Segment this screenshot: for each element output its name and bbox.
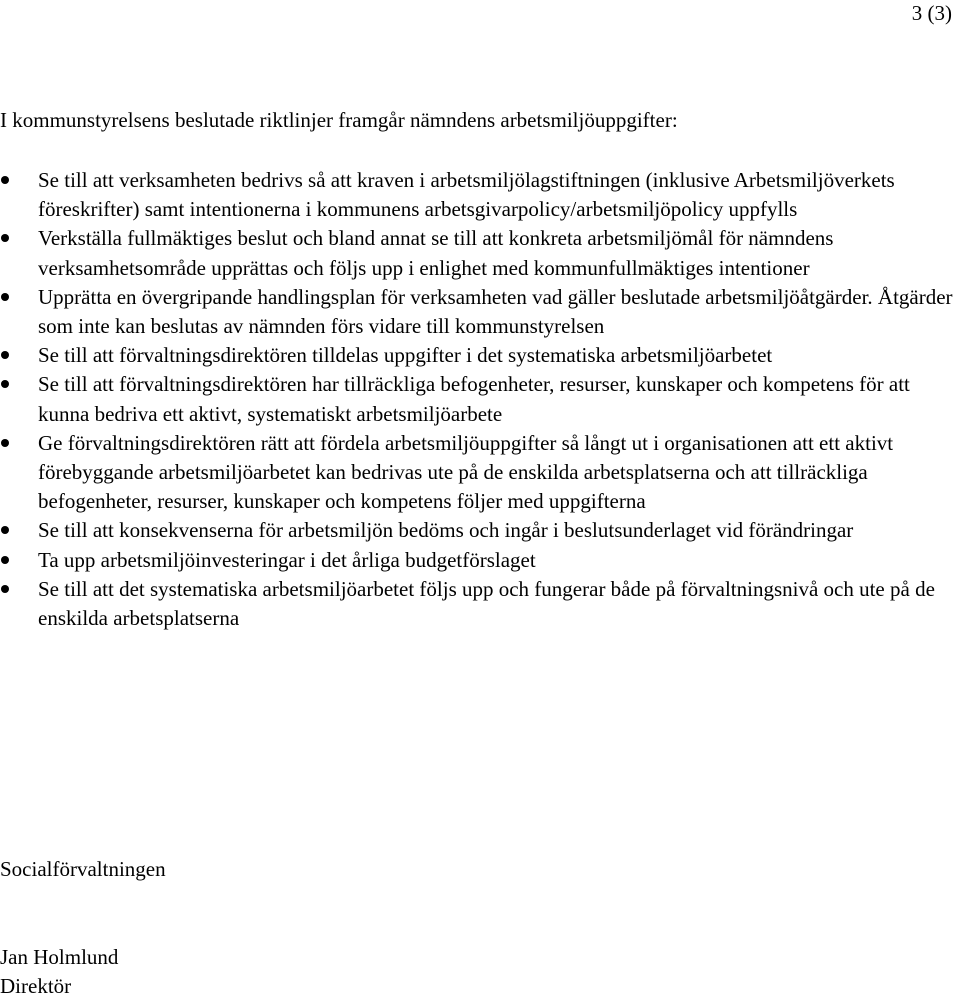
list-item-text: Verkställa fullmäktiges beslut och bland annat se till att konkreta arbetsmiljömål för nämndens verksamhetsområde upprättas och följs upp i enlighet med kommunfullmäktiges intentioner	[38, 226, 834, 280]
list-item	[0, 575, 958, 633]
list-item	[0, 429, 958, 517]
list-item-text: Se till att förvaltningsdirektören har tillräckliga befogenheter, resurser, kunskaper och kompetens för att kunna bedriva ett aktivt, systematiskt arbetsmiljöarbete	[38, 372, 910, 426]
list-item-text: Se till att konsekvenserna för arbetsmiljön bedöms och ingår i beslutsunderlaget vid förändringar	[38, 518, 854, 543]
list-item	[0, 283, 958, 341]
bullet-icon	[1, 439, 9, 447]
list-item-text: Ta upp arbetsmiljöinvesteringar i det årliga budgetförslaget	[38, 547, 536, 572]
list-item-text: Se till att det systematiska arbetsmiljöarbetet följs upp och fungerar både på förvaltningsnivå och ute på de enskilda arbetsplatserna	[38, 576, 935, 631]
list-item	[0, 224, 958, 282]
bullet-icon	[1, 293, 9, 301]
bullet-icon	[1, 585, 9, 593]
list-item	[0, 546, 958, 575]
list-item-text: Upprätta en övergripande handlingsplan för verksamheten vad gäller beslutade arbetsmiljöåtgärder. Åtgärder som inte kan beslutas av nämnden förs vidare till kommunstyrelsen	[38, 284, 953, 339]
list-item-text: Ge förvaltningsdirektören rätt att fördela arbetsmiljöuppgifter så långt ut i organisationen att ett aktivt förebyggande arbetsmiljöarbetet kan bedrivas ute på de enskilda arbetsplatserna och att tillräckliga befogenheter, resurser, kunskaper och kompetens följer med uppgifterna	[38, 430, 894, 514]
bullet-icon	[1, 556, 9, 564]
signer-title: Direktör	[0, 974, 72, 998]
bullet-icon	[1, 176, 9, 184]
signer-name: Jan Holmlund	[0, 945, 119, 969]
organization-name: Socialförvaltningen	[0, 857, 166, 881]
intro-paragraph: I kommunstyrelsens beslutade riktlinjer framgår nämndens arbetsmiljöuppgifter:	[0, 108, 678, 132]
bullet-icon	[1, 380, 9, 388]
bullet-icon	[1, 234, 9, 242]
page-number: 3 (3)	[911, 1, 952, 25]
responsibilities-list	[0, 166, 958, 633]
list-item	[0, 166, 958, 224]
list-item	[0, 370, 958, 428]
list-item	[0, 341, 958, 370]
list-item-text: Se till att verksamheten bedrivs så att kraven i arbetsmiljölagstiftningen (inklusive Arbetsmiljöverkets föreskrifter) samt intentionerna i kommunens arbetsgivarpolicy/arbetsmiljöpolicy uppfylls	[38, 168, 895, 222]
list-item-text: Se till att förvaltningsdirektören tilldelas uppgifter i det systematiska arbetsmiljöarbetet	[38, 343, 773, 368]
signature-block	[0, 943, 118, 1001]
list-item	[0, 516, 958, 545]
bullet-icon	[1, 351, 9, 359]
bullet-icon	[1, 526, 9, 534]
